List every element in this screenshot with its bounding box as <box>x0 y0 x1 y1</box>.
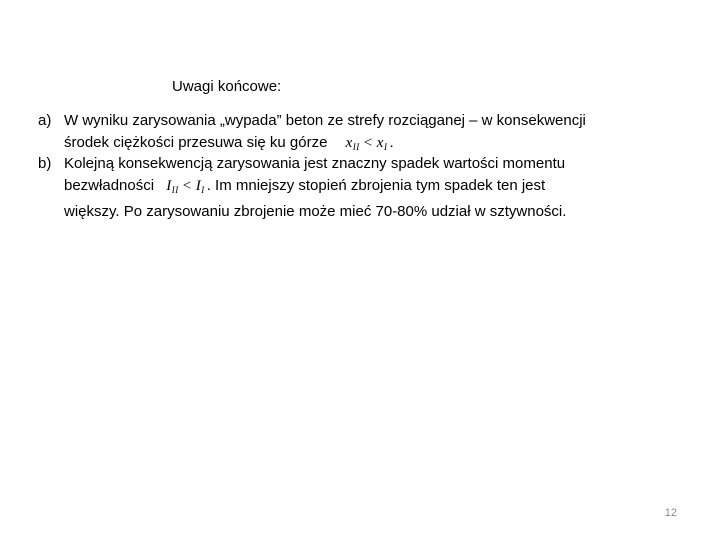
item-b-line-1: Kolejną konsekwencją zarysowania jest znaczny spadek wartości momentu <box>64 155 566 172</box>
item-a-line-2-end: . <box>389 133 394 151</box>
formula-right-var: x <box>376 134 384 151</box>
item-a-line-1: W wyniku zarysowania „wypada” beton ze strefy rozciąganej – w konsekwencji <box>64 112 586 129</box>
item-b-line-3: większy. Po zarysowaniu zbrojenie może mieć 70-80% udział w sztywności. <box>64 203 567 220</box>
slide-heading: Uwagi końcowe: <box>172 78 282 95</box>
formula-operator: < <box>363 134 373 151</box>
formula-left-var: I <box>166 177 172 194</box>
item-b-line-2-end: . Im mniejszy stopień zbrojenia tym spadek ten jest <box>206 176 546 194</box>
formula-right-sub: I <box>201 184 205 195</box>
page-number: 12 <box>664 507 677 519</box>
item-a-line-2-text: środek ciężkości przesuwa się ku górze <box>64 133 328 151</box>
item-b-line-2-text: bezwładności <box>64 176 155 194</box>
formula-left-var: x <box>345 134 353 151</box>
formula-right-sub: I <box>383 141 388 152</box>
formula-left-sub: II <box>171 184 179 195</box>
list-marker-b: b) <box>38 155 52 172</box>
formula-operator: < <box>182 177 192 194</box>
list-item-b-text <box>64 153 678 223</box>
formula-left-sub: II <box>352 141 360 152</box>
item-b-line-2 <box>64 175 678 202</box>
list-item-a-text <box>64 110 678 158</box>
formula-right-var: I <box>195 177 202 194</box>
inertia-inequality-formula <box>166 176 204 202</box>
list-marker-a: a) <box>38 112 52 129</box>
